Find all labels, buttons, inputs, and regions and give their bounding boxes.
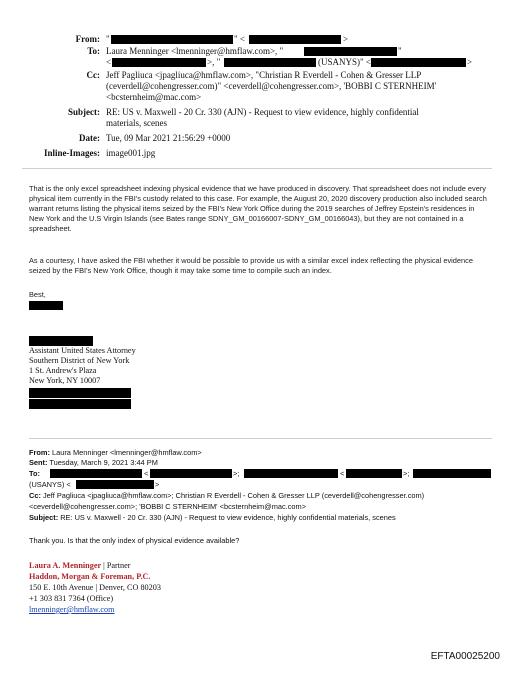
body-paragraph-1: That is the only excel spreadsheet indexing physical evidence that we have produced in discovery. That spreadsheet does not include every physical item currently in the FBI's custody related to this case. For example, the August 20, 2020 discovery production also included search warrant returns listing the physical items seized by the FBI's New York Office during the 2019 searches of Jeffrey Epstein's residences in New York and the U.S Virgin Islands (see Bates range SDNY_GM_00166007-SDNY_GM_00166043), but they are not contained in a spreadsheet.	[29, 184, 487, 233]
firm-address: 150 E. 10th Avenue | Denver, CO 80203	[29, 583, 161, 592]
fw-to-row	[29, 469, 40, 479]
from-angle-close: >	[343, 34, 349, 44]
redaction-box	[346, 469, 402, 478]
from-quote-open: "	[106, 34, 110, 44]
fw-sent-row	[29, 458, 158, 468]
redaction-box	[29, 388, 131, 398]
firm-name: Haddon, Morgan & Foreman, P.C.	[29, 572, 151, 581]
from-label: From:	[75, 34, 100, 44]
signature-office: Southern District of New York	[29, 356, 130, 365]
body-paragraph-2: As a courtesy, I have asked the FBI whether it would be possible to provide us with a similar excel index reflecting the physical evidence seized by the FBI's New York Office, though it may take some time to compile such an index.	[29, 256, 473, 275]
redaction-box	[304, 47, 397, 56]
signature-title: Assistant United States Attorney	[29, 346, 136, 355]
fw-cc-label: Cc:	[29, 491, 41, 500]
subject-line-2: materials, scenes	[106, 118, 167, 128]
fw-sent-label: Sent:	[29, 458, 48, 467]
redaction-box	[76, 480, 154, 489]
fw-subject-label: Subject:	[29, 513, 59, 522]
fw-subject-row	[29, 513, 396, 523]
redaction-box	[29, 336, 93, 346]
redaction-box	[249, 35, 341, 44]
inline-images-label: Inline-Images:	[44, 148, 100, 158]
signature-street: 1 St. Andrew's Plaza	[29, 366, 97, 375]
redaction-box	[29, 399, 131, 409]
document-id: EFTA00025200	[430, 651, 500, 662]
lawyer-name-row	[29, 561, 131, 571]
lawyer-email-link[interactable]: lmenninger@hmflaw.com	[29, 605, 115, 614]
fw-to-label: To:	[29, 469, 40, 478]
cc-line-2: (ceverdell@cohengresser.com)" <ceverdell@cohengresser.com>, 'BOBBI C STERNHEIM'	[106, 81, 437, 91]
inline-images-value: image001.jpg	[106, 148, 156, 158]
to-line-2-d: >	[467, 57, 473, 67]
to-line-1: Laura Menninger <lmenninger@hmflaw.com>, "	[106, 46, 284, 56]
subject-label: Subject:	[68, 107, 100, 117]
subject-line-1: RE: US v. Maxwell - 20 Cr. 330 (AJN) - Request to view evidence, highly confidential	[106, 107, 419, 117]
cc-label: Cc:	[86, 70, 100, 80]
body-closing: Best,	[29, 290, 46, 299]
lawyer-role: | Partner	[101, 561, 131, 570]
fw-to-line-2-b: >	[155, 480, 160, 489]
to-line-2-b: >, "	[207, 57, 221, 67]
fw-message: Thank you. Is that the only index of physical evidence available?	[29, 536, 240, 545]
redaction-box	[29, 301, 63, 310]
fw-from-row	[29, 448, 202, 458]
redaction-box	[224, 58, 316, 67]
forward-divider	[29, 438, 492, 439]
signature-city: New York, NY 10007	[29, 376, 101, 385]
redaction-box	[244, 469, 338, 478]
fw-to-lt-2: <	[340, 469, 345, 478]
from-quote-close: " <	[234, 34, 245, 44]
fw-to-gt-1: >;	[233, 469, 240, 478]
fw-cc-value-1: Jeff Pagliuca <jpagliuca@hmflaw.com>; Christian R Everdell - Cohen & Gresser LLP (ceverdell@cohengresser.com)	[42, 491, 425, 500]
to-line-2-c: (USANYS)" <	[318, 57, 372, 67]
header-divider	[22, 168, 492, 169]
fw-cc-row	[29, 491, 424, 501]
date-value: Tue, 09 Mar 2021 21:56:29 +0000	[106, 133, 231, 143]
fw-from-label: From:	[29, 448, 50, 457]
fw-subject-value: RE: US v. Maxwell - 20 Cr. 330 (AJN) - Request to view evidence, highly confidential materials, scenes	[60, 513, 396, 522]
redaction-box	[150, 469, 232, 478]
to-line-1-end: "	[398, 46, 402, 56]
to-label: To:	[87, 46, 100, 56]
fw-to-lt-1: <	[144, 469, 149, 478]
cc-line-3: <bcsternheim@mac.com>	[106, 92, 202, 102]
fw-sent-value: Tuesday, March 9, 2021 3:44 PM	[49, 458, 158, 467]
redaction-box	[371, 58, 466, 67]
lawyer-phone: +1 303 831 7364 (Office)	[29, 594, 114, 603]
fw-to-gt-2: >;	[403, 469, 410, 478]
lawyer-name: Laura A. Menninger	[29, 561, 102, 570]
redaction-box	[50, 469, 142, 478]
to-line-2-a: <	[106, 57, 112, 67]
redaction-box	[413, 469, 491, 478]
redaction-box	[111, 35, 233, 44]
fw-to-line-2-a: (USANYS) <	[29, 480, 71, 489]
redaction-box	[112, 58, 206, 67]
fw-cc-value-2: <ceverdell@cohengresser.com>; 'BOBBI C STERNHEIM' <bcsternheim@mac.com>	[29, 502, 307, 511]
date-label: Date:	[79, 133, 100, 143]
cc-line-1: Jeff Pagliuca <jpagliuca@hmflaw.com>, "Christian R Everdell - Cohen & Gresser LLP	[106, 70, 422, 80]
fw-from-value: Laura Menninger <lmenninger@hmflaw.com>	[52, 448, 202, 457]
